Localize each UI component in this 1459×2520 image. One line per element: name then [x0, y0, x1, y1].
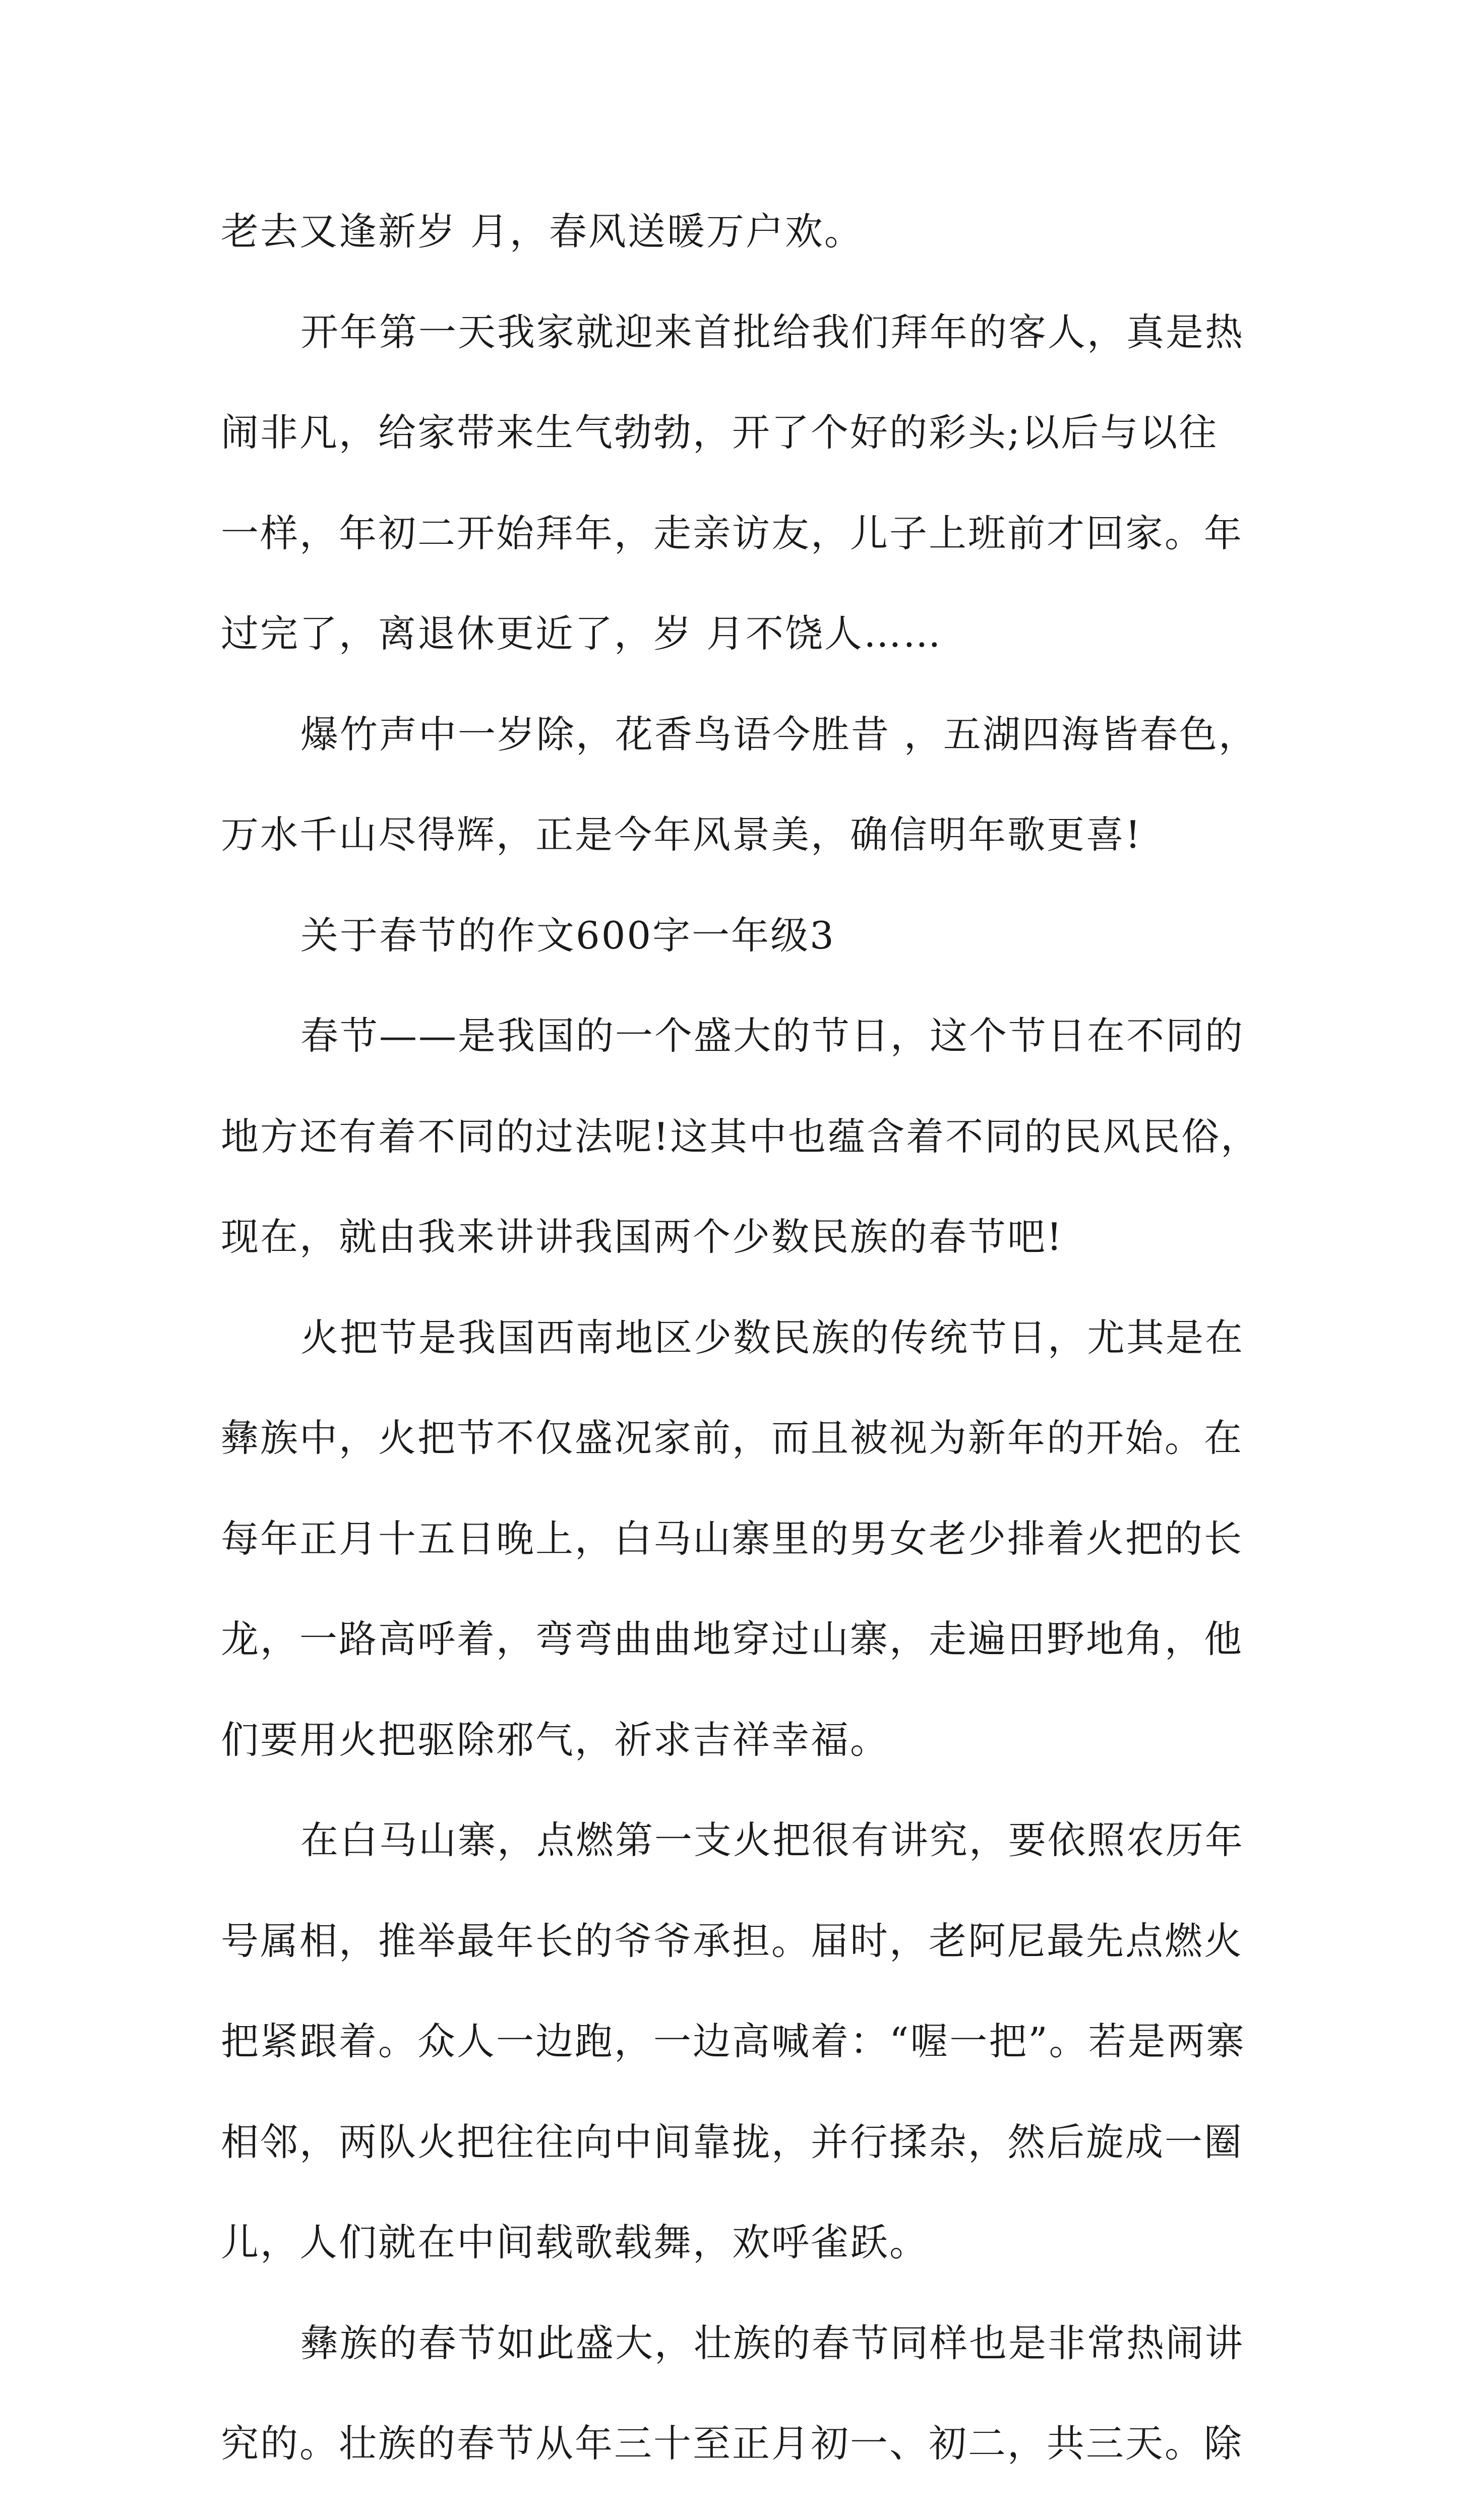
text-line: 儿，人们就在中间载歌载舞，欢呼雀跃。 — [221, 2192, 1254, 2293]
text-line: 火把节是我国西南地区少数民族的传统节日，尤其是在 — [221, 1288, 1254, 1389]
text-line: 在白马山寨，点燃第一支火把很有讲究，要依照农历年 — [221, 1790, 1254, 1891]
text-line — [221, 2494, 1254, 2520]
text-line: 春节——是我国的一个盛大的节日，这个节日在不同的 — [221, 986, 1254, 1087]
text-line: 们要用火把驱除邪气，祈求吉祥幸福。 — [221, 1690, 1254, 1791]
text-line: 开年第一天我家就迎来首批给我们拜年的客人，真是热 — [221, 282, 1254, 383]
text-line: 地方还有着不同的过法呢!这其中也蕴含着不同的民风民俗， — [221, 1087, 1254, 1187]
text-line: 彝族中，火把节不仅盛况家前，而且被视为新年的开始。在 — [221, 1388, 1254, 1489]
text-line: 一样，年初二开始拜年，走亲访友，儿子上班前才回家。年 — [221, 483, 1254, 584]
text-line: 把紧跟着。众人一边跑，一边高喊着：“喔一把”。若是两寨 — [221, 1991, 1254, 2092]
text-line: 现在，就由我来讲讲我国两个少数民族的春节吧! — [221, 1187, 1254, 1288]
text-line: 爆竹声中一岁除，花香鸟语今胜昔 ，五湖四海皆春色， — [221, 684, 1254, 785]
text-line: 彝族的春节如此盛大，壮族的春节同样也是非常热闹讲 — [221, 2293, 1254, 2394]
section-heading: 关于春节的作文600字一年级3 — [221, 886, 1254, 986]
text-line: 老去又逢新岁 月，春风送暖万户欢。 — [221, 181, 1254, 282]
text-line: 每年正月十五日晚上，白马山寨里的男女老少排着火把的长 — [221, 1489, 1254, 1590]
text-line: 万水千山尽得辉，正是今年风景美，确信明年歌更喜! — [221, 785, 1254, 886]
text-line: 过完了，离退休更近了，岁 月不饶人…… — [221, 584, 1254, 684]
text-line: 闹非凡，给家带来生气勃勃，开了个好的彩头;以后与以往 — [221, 383, 1254, 483]
text-line: 究的。壮族的春节从年三十至正月初一、初二，共三天。除 — [221, 2393, 1254, 2494]
document-body — [221, 181, 1254, 2520]
text-line: 号属相，推举最年长的爷爷承担。届时，老阿尼最先点燃火 — [221, 1891, 1254, 1992]
text-line: 龙，一路高呼着，弯弯曲曲地穿过山寨，走遍田野地角，他 — [221, 1589, 1254, 1690]
text-line: 相邻，两队火把往往向中间靠拢，并行揉杂，然后旋成一圈 — [221, 2092, 1254, 2193]
